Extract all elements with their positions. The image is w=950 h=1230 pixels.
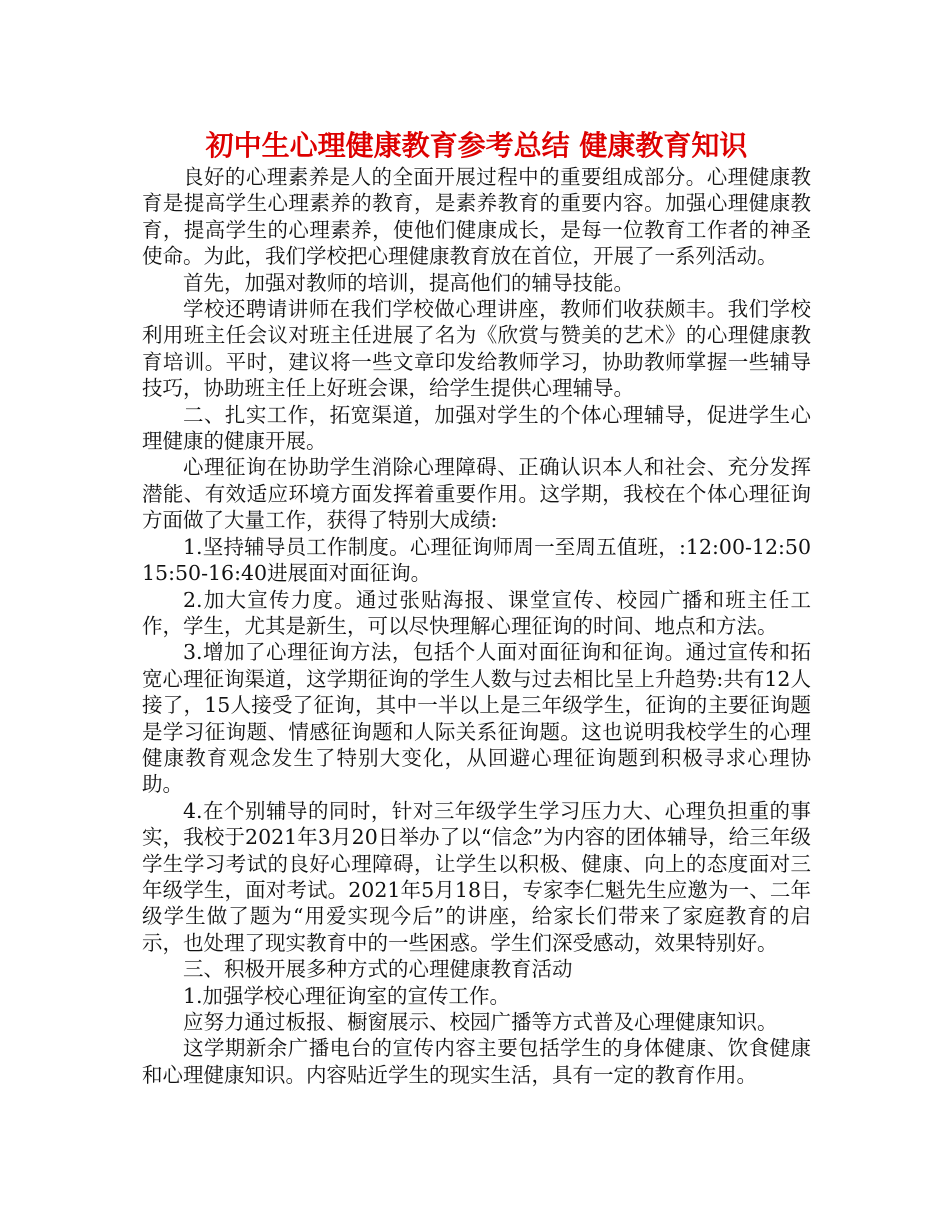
paragraph-teacher-training: 首先，加强对教师的培训，提高他们的辅导技能。 xyxy=(183,270,634,295)
paragraph-section-three-heading: 三、积极开展多种方式的心理健康教育活动 xyxy=(183,957,573,982)
document-page xyxy=(142,128,811,1088)
paragraph-radio: 这学期新余广播电台的宣传内容主要包括学生的身体健康、饮食健康和心理健康知识。内容贴近学生的现实生活，具有一定的教育作用。 xyxy=(142,1036,811,1087)
paragraph-publicity: 应努力通过板报、橱窗展示、校园广播等方式普及心理健康知识。 xyxy=(183,1010,778,1034)
paragraph-item-4: 4.在个别辅导的同时，针对三年级学生学习压力大、心理负担重的事实，我校于2021年3月20日举办了以“信念”为内容的团体辅导，给三年级学生学习考试的良好心理障碍，让学生以积极、健康、向上的态度面对三年级学生，面对考试。2021年5月18日，专家李仁魁先生应邀为一、二年级学生做了题为“用爱实现今后”的讲座，给家长们带来了家庭教育的启示，也处理了现实教育中的一些困惑。学生们深受感动，效果特别好。 xyxy=(142,798,811,955)
paragraph-section-three-item-1: 1.加强学校心理征询室的宣传工作。 xyxy=(183,983,511,1008)
paragraph-section-two-heading: 二、扎实工作，拓宽渠道，加强对学生的个体心理辅导，促进学生心理健康的健康开展。 xyxy=(142,402,811,454)
paragraph-counseling-role: 心理征询在协助学生消除心理障碍、正确认识本人和社会、充分发挥潜能、有效适应环境方面发挥着重要作用。这学期，我校在个体心理征询方面做了大量工作，获得了特别大成绩: xyxy=(142,455,811,533)
paragraph-item-3: 3.增加了心理征询方法，包括个人面对面征询和征询。通过宣传和拓宽心理征询渠道，这学期征询的学生人数与过去相比呈上升趋势:共有12人接了，15人接受了征询，其中一半以上是三年级学生，征询的主要征询题是学习征询题、情感征询题和人际关系征询题。这也说明我校学生的心理健康教育观念发生了特别大变化，从回避心理征询题到积极寻求心理协助。 xyxy=(142,640,811,797)
paragraph-item-2: 2.加大宣传力度。通过张贴海报、课堂宣传、校园广播和班主任工作，学生，尤其是新生，可以尽快理解心理征询的时间、地点和方法。 xyxy=(142,587,811,638)
paragraph-item-1: 1.坚持辅导员工作制度。心理征询师周一至周五值班，:12:00-12:50 15:50-16:40进展面对面征询。 xyxy=(142,534,811,586)
paragraph-lectures: 学校还聘请讲师在我们学校做心理讲座，教师们收获颇丰。我们学校利用班主任会议对班主任进展了名为《欣赏与赞美的艺术》的心理健康教育培训。平时，建议将一些文章印发给教师学习，协助教师掌握一些辅导技巧，协助班主任上好班会课，给学生提供心理辅导。 xyxy=(142,297,811,401)
document-body xyxy=(142,164,811,1088)
document-title: 初中生心理健康教育参考总结 健康教育知识 xyxy=(205,129,748,162)
paragraph-intro: 良好的心理素养是人的全面开展过程中的重要组成部分。心理健康教育是提高学生心理素养的教育，是素养教育的重要内容。加强心理健康教育，提高学生的心理素养，使他们健康成长，是每一位教育工作者的神圣使命。为此，我们学校把心理健康教育放在首位，开展了一系列活动。 xyxy=(142,165,811,269)
